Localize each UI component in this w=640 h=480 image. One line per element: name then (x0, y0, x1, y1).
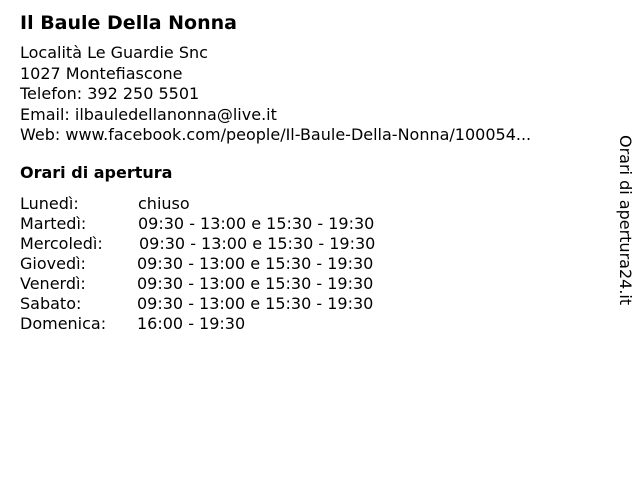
day-label: Martedì: (20, 214, 87, 233)
day-label: Lunedì: (20, 194, 79, 213)
day-hours: 09:30 - 13:00 e 15:30 - 19:30 (137, 274, 374, 293)
business-name: Il Baule Della Nonna (20, 12, 237, 34)
day-hours: 09:30 - 13:00 e 15:30 - 19:30 (137, 254, 374, 273)
day-hours: 09:30 - 13:00 e 15:30 - 19:30 (137, 294, 374, 313)
day-hours: 16:00 - 19:30 (137, 314, 246, 333)
email-line: Email: ilbauledellanonna@live.it (20, 104, 277, 124)
day-label: Venerdì: (20, 274, 86, 293)
day-label: Mercoledì: (20, 234, 103, 253)
day-label: Domenica: (20, 314, 107, 333)
contact-info (20, 43, 531, 146)
web-line: Web: www.facebook.com/people/Il-Baule-Della-Nonna/100054... (20, 125, 532, 144)
day-hours: 09:30 - 13:00 e 15:30 - 19:30 (139, 234, 376, 253)
address-line: Località Le Guardie Snc (20, 43, 208, 62)
day-label: Sabato: (20, 294, 82, 313)
day-hours: chiuso (138, 194, 190, 213)
site-watermark: Orari di apertura24.it (616, 135, 635, 306)
phone-line: Telefon: 392 250 5501 (20, 84, 200, 103)
day-hours: 09:30 - 13:00 e 15:30 - 19:30 (138, 214, 375, 233)
day-label: Giovedì: (20, 254, 86, 273)
opening-hours-heading: Orari di apertura (20, 163, 173, 182)
city-line: 1027 Montefiascone (20, 63, 183, 83)
